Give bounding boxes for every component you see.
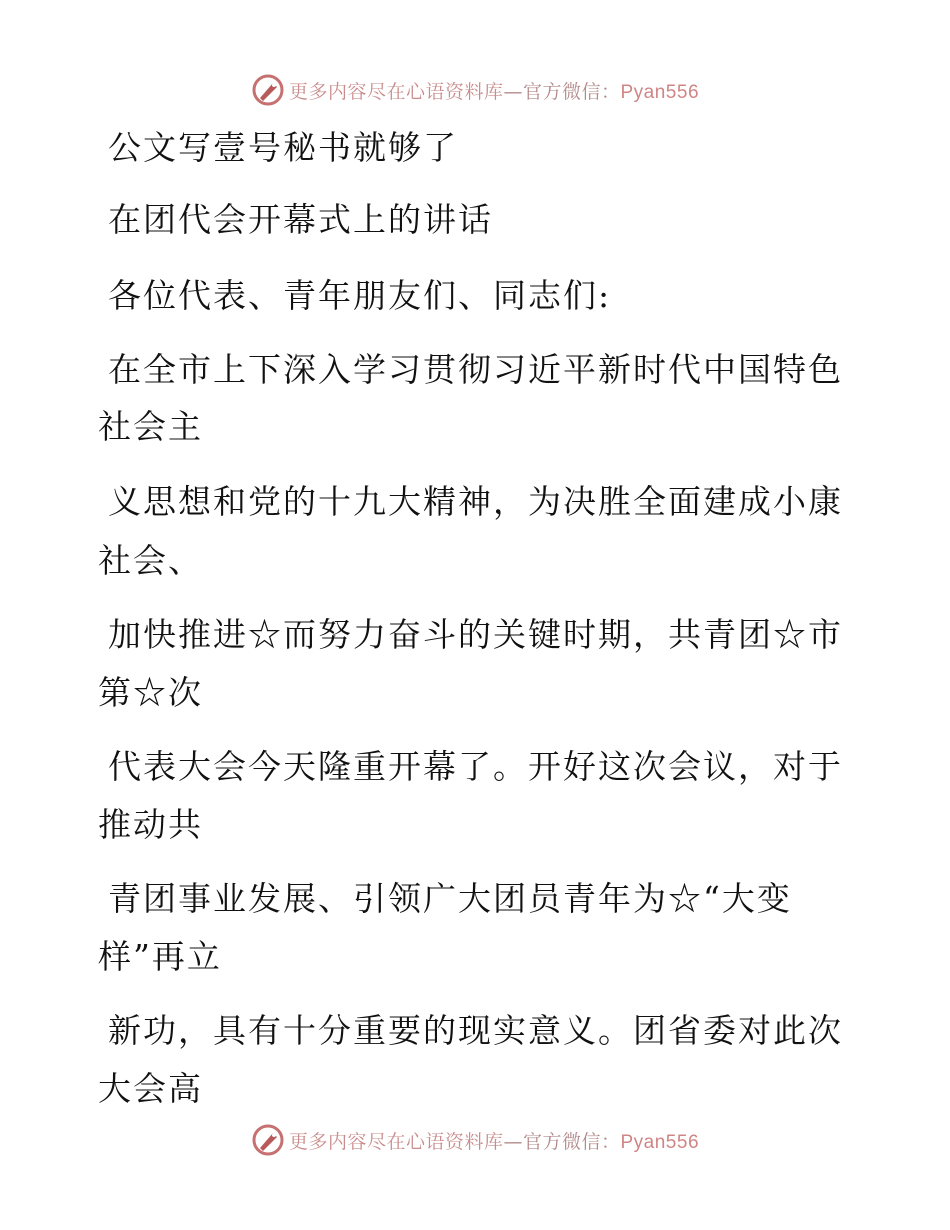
paragraph-line-wrap: 社会主 (98, 407, 203, 446)
paragraph-line: 青团事业发展、引领广大团员青年为☆“大变 (108, 879, 792, 918)
watermark-main-text: 更多内容尽在心语资料库 (288, 80, 504, 103)
watermark-group (251, 1123, 699, 1157)
paragraph-line: 义思想和党的十九大精神，为决胜全面建成小康 (108, 482, 843, 521)
paragraph-line: 在全市上下深入学习贯彻习近平新时代中国特色 (108, 350, 843, 389)
doc-header-line: 公文写壹号秘书就够了 (108, 128, 458, 167)
paragraph-line: 新功，具有十分重要的现实意义。团省委对此次 (108, 1011, 843, 1050)
watermark-wechat-label: —官方微信： (503, 80, 621, 103)
pen-nib-logo-icon (251, 1123, 285, 1157)
footer-watermark (0, 1120, 950, 1160)
watermark-wechat-label: —官方微信： (503, 1130, 621, 1153)
watermark-text (289, 1127, 699, 1154)
paragraph-line-wrap: 样”再立 (98, 937, 222, 976)
salutation: 各位代表、青年朋友们、同志们: (108, 276, 612, 315)
paragraph-line-wrap: 第☆次 (98, 673, 203, 712)
paragraph-line-wrap: 社会、 (98, 541, 203, 580)
watermark-wechat-id: Pyan556 (620, 81, 700, 103)
paragraph-line-wrap: 推动共 (98, 805, 203, 844)
speech-title: 在团代会开幕式上的讲话 (108, 200, 493, 239)
watermark-wechat-id: Pyan556 (620, 1131, 700, 1153)
watermark-main-text: 更多内容尽在心语资料库 (288, 1130, 504, 1153)
paragraph-line: 加快推进☆而努力奋斗的关键时期，共青团☆市 (108, 615, 843, 654)
paragraph-line: 代表大会今天隆重开幕了。开好这次会议，对于 (108, 747, 843, 786)
paragraph-line-wrap: 大会高 (98, 1069, 203, 1108)
